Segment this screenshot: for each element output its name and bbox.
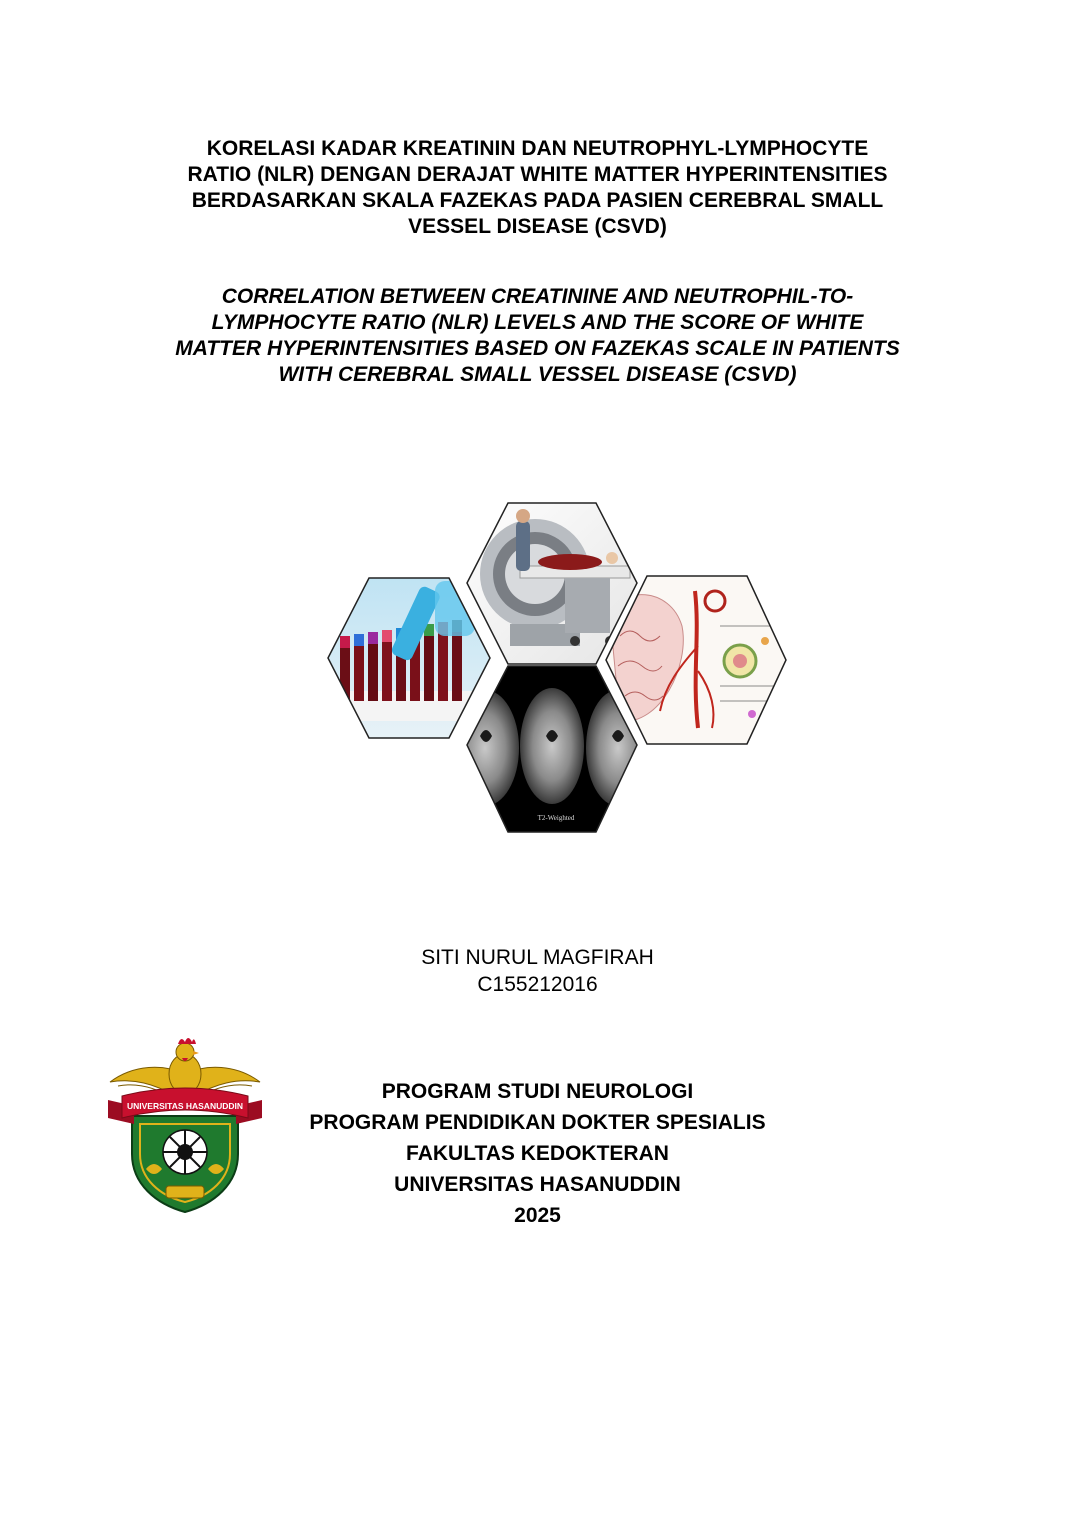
- year: 2025: [514, 1204, 561, 1227]
- author-block: [300, 944, 775, 998]
- title-english-line: CORRELATION BETWEEN CREATININE AND NEUTROPHIL-TO-: [221, 285, 854, 308]
- institution-line: PROGRAM STUDI NEUROLOGI: [381, 1080, 694, 1103]
- hexagon-illustration: [320, 496, 790, 838]
- title-indonesian: [110, 136, 965, 240]
- institution-line: UNIVERSITAS HASANUDDIN: [394, 1173, 681, 1196]
- title-english: [110, 284, 965, 388]
- mri-caption: T2-Weighted: [537, 814, 575, 822]
- title-indonesian-line: RATIO (NLR) DENGAN DERAJAT WHITE MATTER HYPERINTENSITIES: [187, 163, 888, 186]
- author-name: SITI NURUL MAGFIRAH: [421, 946, 654, 969]
- title-indonesian-line: KORELASI KADAR KREATININ DAN NEUTROPHYL-LYMPHOCYTE: [206, 137, 869, 160]
- title-indonesian-line: VESSEL DISEASE (CSVD): [408, 215, 667, 238]
- title-english-line: WITH CEREBRAL SMALL VESSEL DISEASE (CSVD): [278, 363, 797, 386]
- title-english-line: LYMPHOCYTE RATIO (NLR) LEVELS AND THE SCORE OF WHITE: [211, 311, 864, 334]
- logo-banner-text: UNIVERSITAS HASANUDDIN: [126, 1101, 244, 1111]
- institution-line: FAKULTAS KEDOKTERAN: [406, 1142, 669, 1165]
- institution-line: PROGRAM PENDIDIKAN DOKTER SPESIALIS: [309, 1111, 766, 1134]
- title-indonesian-line: BERDASARKAN SKALA FAZEKAS PADA PASIEN CEREBRAL SMALL: [191, 189, 884, 212]
- university-logo: [104, 1034, 266, 1214]
- blood-tubes-image: [320, 576, 495, 741]
- student-id: C155212016: [477, 973, 598, 996]
- title-english-line: MATTER HYPERINTENSITIES BASED ON FAZEKAS SCALE IN PATIENTS: [175, 337, 900, 360]
- institution-block: [270, 1076, 805, 1231]
